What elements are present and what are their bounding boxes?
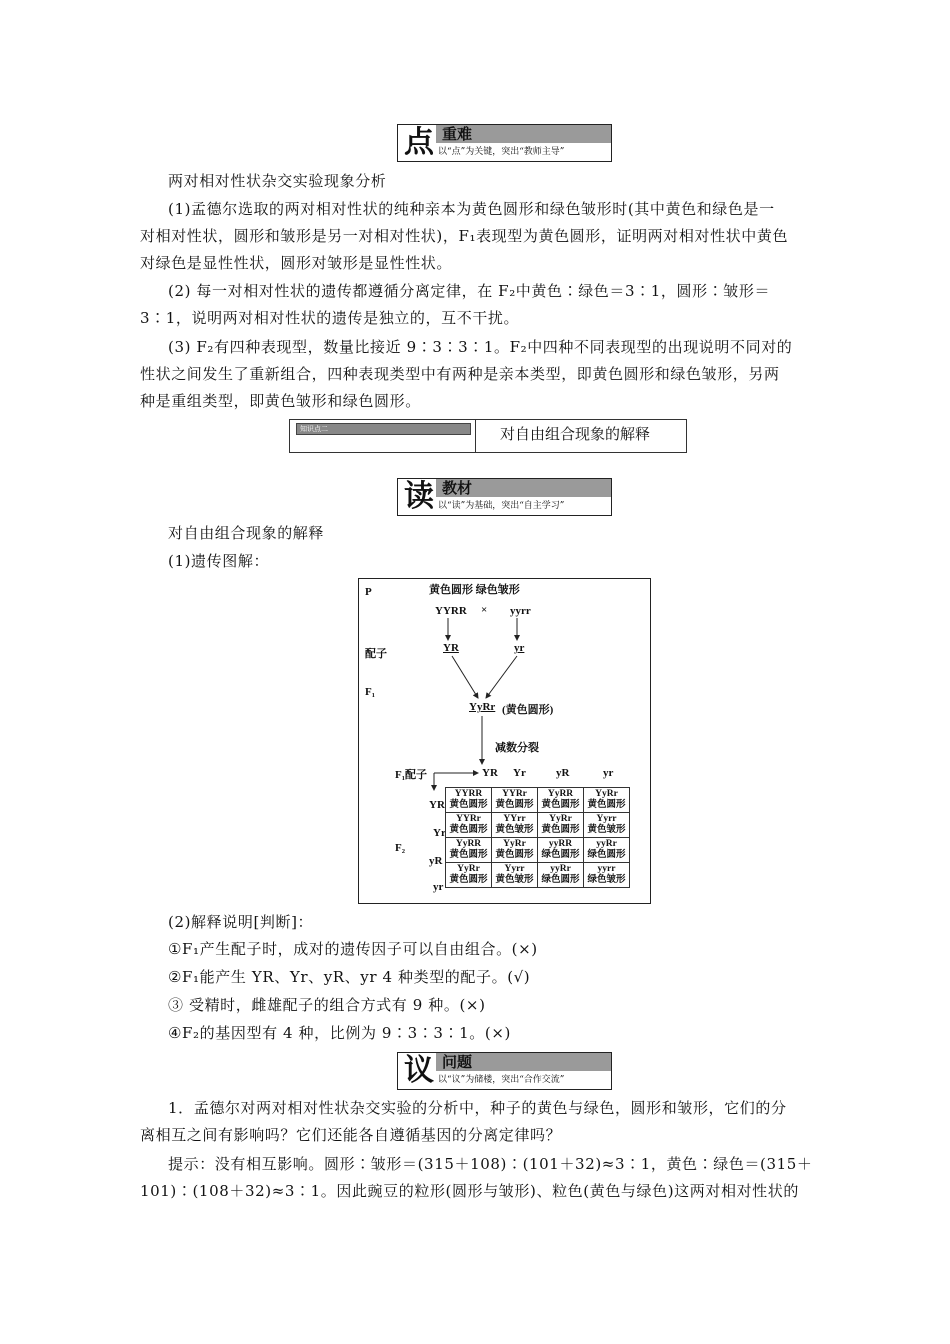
punnett-cell bbox=[538, 788, 584, 813]
punnett-cell bbox=[446, 838, 492, 863]
punnett-square bbox=[445, 787, 630, 888]
banner-big-char: 读 bbox=[404, 479, 434, 514]
row-gamete: yR bbox=[429, 855, 443, 867]
punnett-cell bbox=[492, 838, 538, 863]
cell-genotype: yyRr bbox=[596, 839, 617, 849]
cell-phenotype: 黄色皱形 bbox=[587, 825, 626, 835]
f1-genotype: YyRr bbox=[469, 701, 496, 713]
section1-heading: 两对相对性状杂交实验现象分析 bbox=[168, 172, 387, 190]
punnett-cell bbox=[584, 838, 630, 863]
cell-phenotype: 绿色圆形 bbox=[541, 850, 580, 860]
cell-phenotype: 绿色圆形 bbox=[587, 850, 626, 860]
table-row bbox=[446, 838, 630, 863]
cell-genotype: Yyrr bbox=[596, 814, 617, 824]
punnett-cell bbox=[584, 788, 630, 813]
punnett-cell bbox=[446, 788, 492, 813]
cell-genotype: YyRR bbox=[455, 839, 482, 849]
cross-symbol: × bbox=[481, 604, 488, 616]
label-p: P bbox=[365, 586, 372, 598]
col-gamete: Yr bbox=[513, 767, 526, 779]
cell-genotype: YyRR bbox=[547, 789, 574, 799]
cell-phenotype: 黄色圆形 bbox=[541, 800, 580, 810]
banner-title: 问题 bbox=[442, 1053, 473, 1071]
banner-subtitle: 以“点”为关键，突出“教师主导” bbox=[438, 147, 565, 157]
cell-genotype: yyRr bbox=[550, 864, 571, 874]
parents-phenotype: 黄色圆形 绿色皱形 bbox=[429, 584, 520, 596]
paragraph-line: (1)孟德尔选取的两对相对性状的纯种亲本为黄色圆形和绿色皱形时(其中黄色和绿色是一 bbox=[168, 200, 775, 218]
cell-genotype: YyRr bbox=[549, 814, 572, 824]
cell-phenotype: 黄色圆形 bbox=[541, 825, 580, 835]
f1-label: F₁ bbox=[365, 686, 376, 698]
punnett-cell bbox=[538, 838, 584, 863]
row-gamete: YR bbox=[429, 799, 445, 811]
paragraph-line: (2) 每一对相对性状的遗传都遵循分离定律，在 F₂中黄色∶绿色＝3∶1，圆形∶皱形＝ bbox=[168, 282, 771, 300]
banner-big-char: 议 bbox=[404, 1053, 434, 1088]
banner-wenti bbox=[397, 1052, 612, 1090]
row-gamete: yr bbox=[433, 881, 444, 893]
cell-phenotype: 黄色圆形 bbox=[449, 800, 488, 810]
punnett-cell bbox=[584, 813, 630, 838]
paragraph-line: 3∶1，说明两对相对性状的遗传是独立的，互不干扰。 bbox=[140, 309, 520, 327]
table-row bbox=[446, 813, 630, 838]
knowledge-point-label: 知识点二 bbox=[296, 423, 471, 435]
judgement-item: ④F₂的基因型有 4 种，比例为 9∶3∶3∶1。(×) bbox=[168, 1024, 511, 1042]
banner-subtitle: 以“读”为基础，突出“自主学习” bbox=[438, 501, 565, 511]
col-gamete: yR bbox=[556, 767, 570, 779]
table-row bbox=[446, 788, 630, 813]
answer-line: 101)∶(108＋32)≈3∶1。因此豌豆的粒形(圆形与皱形)、粒色(黄色与绿色)这两对相对性状的 bbox=[140, 1182, 799, 1200]
banner-title: 教材 bbox=[442, 479, 473, 497]
punnett-cell bbox=[538, 813, 584, 838]
judgement-item: ②F₁能产生 YR、Yr、yR、yr 4 种类型的配子。(√) bbox=[168, 968, 531, 986]
punnett-cell bbox=[446, 813, 492, 838]
cell-genotype: YyRr bbox=[595, 789, 618, 799]
banner-big-char: 点 bbox=[404, 125, 434, 160]
cell-genotype: YyRr bbox=[503, 839, 526, 849]
cell-genotype: YYRr bbox=[502, 789, 527, 799]
paragraph-line: 对绿色是显性性状，圆形对皱形是显性性状。 bbox=[140, 254, 453, 272]
question-line: 离相互之间有影响吗？它们还能各自遵循基因的分离定律吗？ bbox=[140, 1126, 562, 1144]
punnett-cell bbox=[538, 863, 584, 888]
gamete-yr-lower: yr bbox=[514, 642, 525, 654]
judgement-item: ①F₁产生配子时，成对的遗传因子可以自由组合。(×) bbox=[168, 940, 538, 958]
parent2-genotype: yyrr bbox=[510, 605, 531, 617]
col-gamete: yr bbox=[603, 767, 614, 779]
cell-phenotype: 黄色圆形 bbox=[495, 800, 534, 810]
parent1-genotype: YYRR bbox=[435, 605, 467, 617]
f1-phenotype: (黄色圆形) bbox=[502, 704, 554, 716]
f2-label: F₂ bbox=[395, 842, 406, 854]
cell-genotype: YYRR bbox=[454, 789, 483, 799]
paragraph-line: (3) F₂有四种表现型，数量比接近 9∶3∶3∶1。F₂中四种不同表现型的出现说明不同对的 bbox=[168, 338, 793, 356]
gamete-yr-upper: YR bbox=[443, 642, 459, 654]
gamete-label: 配子 bbox=[365, 648, 387, 660]
col-gamete: YR bbox=[482, 767, 498, 779]
item-heading: (2)解释说明[判断]： bbox=[168, 913, 314, 931]
cell-phenotype: 黄色圆形 bbox=[449, 825, 488, 835]
cell-phenotype: 黄色圆形 bbox=[587, 800, 626, 810]
section2-heading: 对自由组合现象的解释 bbox=[168, 524, 325, 542]
cell-phenotype: 黄色圆形 bbox=[449, 850, 488, 860]
meiosis-label: 减数分裂 bbox=[495, 742, 539, 754]
cell-genotype: YyRr bbox=[457, 864, 480, 874]
punnett-cell bbox=[492, 788, 538, 813]
cell-genotype: YYRr bbox=[456, 814, 481, 824]
question-line: 1．孟德尔对两对相对性状杂交实验的分析中，种子的黄色与绿色，圆形和皱形，它们的分 bbox=[168, 1099, 787, 1117]
punnett-cell bbox=[584, 863, 630, 888]
banner-title: 重难 bbox=[442, 125, 473, 143]
answer-line: 提示：没有相互影响。圆形∶皱形＝(315＋108)∶(101＋32)≈3∶1，黄色∶绿色＝(315＋ bbox=[168, 1155, 813, 1173]
cell-phenotype: 黄色圆形 bbox=[495, 850, 534, 860]
cell-genotype: yyrr bbox=[597, 864, 616, 874]
banner-zhongnan bbox=[397, 124, 612, 162]
knowledge-point-title: 对自由组合现象的解释 bbox=[500, 425, 651, 443]
cell-genotype: yyRR bbox=[548, 839, 573, 849]
row-gamete: Yr bbox=[433, 827, 446, 839]
knowledge-point-bar bbox=[289, 419, 687, 453]
cell-phenotype: 黄色皱形 bbox=[495, 825, 534, 835]
punnett-cell bbox=[492, 813, 538, 838]
paragraph-line: 对相对性状，圆形和皱形是另一对相对性状)，F₁表现型为黄色圆形，证明两对相对性状中黄色 bbox=[140, 227, 789, 245]
cell-phenotype: 黄色圆形 bbox=[449, 875, 488, 885]
banner-subtitle: 以“议”为储楼，突出“合作交流” bbox=[438, 1075, 565, 1085]
divider bbox=[475, 420, 476, 452]
paragraph-line: 性状之间发生了重新组合，四种表现类型中有两种是亲本类型，即黄色圆形和绿色皱形，另两 bbox=[140, 365, 780, 383]
table-row bbox=[446, 863, 630, 888]
cell-phenotype: 绿色皱形 bbox=[587, 875, 626, 885]
punnett-cell bbox=[446, 863, 492, 888]
cell-phenotype: 绿色圆形 bbox=[541, 875, 580, 885]
cell-phenotype: 黄色皱形 bbox=[495, 875, 534, 885]
f1-gamete-label: F₁配子 bbox=[395, 769, 428, 781]
paragraph-line: 种是重组类型，即黄色皱形和绿色圆形。 bbox=[140, 392, 421, 410]
punnett-cell bbox=[492, 863, 538, 888]
banner-jiaocai bbox=[397, 478, 612, 516]
cell-genotype: YYrr bbox=[503, 814, 526, 824]
item-heading: (1)遗传图解： bbox=[168, 552, 270, 570]
cell-genotype: Yyrr bbox=[504, 864, 525, 874]
judgement-item: ③ 受精时，雌雄配子的组合方式有 9 种。(×) bbox=[168, 996, 486, 1014]
